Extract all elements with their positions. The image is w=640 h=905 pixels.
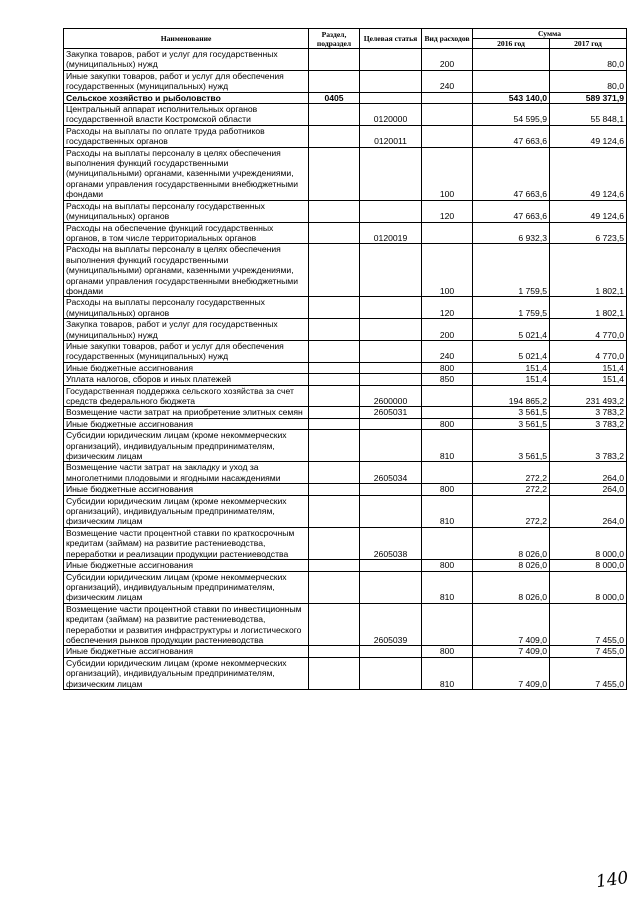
cell-name: Субсидии юридическим лицам (кроме некоммерческих организаций), индивидуальным предпринимателям, физическим лицам: [64, 571, 309, 603]
cell-section: [309, 571, 360, 603]
cell-2017: 8 000,0: [550, 527, 627, 559]
cell-type: 800: [422, 484, 473, 495]
cell-type: [422, 407, 473, 418]
cell-target: [360, 147, 422, 200]
cell-name: Расходы на выплаты персоналу в целях обеспечения выполнения функций государственными (муниципальными) органами, казенными учреждениями, органами управления государственными внебюджетными фондами: [64, 244, 309, 297]
cell-2016: 54 595,9: [473, 104, 550, 126]
table-row: [64, 646, 627, 657]
cell-2017: 231 493,2: [550, 385, 627, 407]
cell-section: [309, 646, 360, 657]
cell-section: 0405: [309, 92, 360, 103]
cell-type: 240: [422, 70, 473, 92]
cell-2017: 3 783,2: [550, 418, 627, 429]
cell-name: Возмещение части затрат на приобретение элитных семян: [64, 407, 309, 418]
cell-target: [360, 484, 422, 495]
cell-target: [360, 418, 422, 429]
cell-name: Возмещение части затрат на закладку и уход за многолетними плодовыми и ягодными насаждениями: [64, 462, 309, 484]
cell-target: [360, 657, 422, 689]
cell-target: [360, 244, 422, 297]
cell-name: Закупка товаров, работ и услуг для государственных (муниципальных) нужд: [64, 319, 309, 341]
table-row: [64, 407, 627, 418]
cell-name: Возмещение части процентной ставки по инвестиционным кредитам (займам) на развитие растениеводства, переработки и развития инфраструктуры и логистического обеспечения рынков продукции растениеводства: [64, 603, 309, 646]
table-row: [64, 297, 627, 319]
cell-2017: 49 124,6: [550, 147, 627, 200]
table-row: [64, 430, 627, 462]
cell-target: [360, 495, 422, 527]
cell-type: [422, 125, 473, 147]
cell-section: [309, 297, 360, 319]
cell-target: [360, 646, 422, 657]
table-row: [64, 374, 627, 385]
cell-2016: 8 026,0: [473, 571, 550, 603]
cell-section: [309, 495, 360, 527]
table-row: [64, 527, 627, 559]
header-section: Раздел, подраздел: [309, 29, 360, 49]
cell-section: [309, 70, 360, 92]
table-row: [64, 603, 627, 646]
cell-2016: 272,2: [473, 462, 550, 484]
cell-2017: 151,4: [550, 362, 627, 373]
cell-target: [360, 560, 422, 571]
cell-target: [360, 362, 422, 373]
cell-name: Расходы на выплаты персоналу государственных (муниципальных) органов: [64, 200, 309, 222]
cell-name: Иные закупки товаров, работ и услуг для обеспечения государственных (муниципальных) нужд: [64, 340, 309, 362]
cell-target: 2600000: [360, 385, 422, 407]
cell-target: 0120000: [360, 104, 422, 126]
cell-target: 2605039: [360, 603, 422, 646]
table-row: [64, 657, 627, 689]
cell-2016: 7 409,0: [473, 657, 550, 689]
table-row: [64, 560, 627, 571]
cell-2016: 47 663,6: [473, 125, 550, 147]
cell-type: [422, 222, 473, 244]
cell-type: 120: [422, 297, 473, 319]
cell-2017: 7 455,0: [550, 603, 627, 646]
cell-2017: 8 000,0: [550, 560, 627, 571]
header-sum: Сумма: [473, 29, 627, 39]
cell-2016: 151,4: [473, 374, 550, 385]
cell-name: Расходы на выплаты персоналу государственных (муниципальных) органов: [64, 297, 309, 319]
cell-target: [360, 374, 422, 385]
cell-type: 810: [422, 495, 473, 527]
cell-section: [309, 340, 360, 362]
cell-2016: 6 932,3: [473, 222, 550, 244]
cell-target: 0120011: [360, 125, 422, 147]
cell-type: [422, 527, 473, 559]
cell-2017: 7 455,0: [550, 657, 627, 689]
cell-2016: 3 561,5: [473, 407, 550, 418]
cell-type: 810: [422, 430, 473, 462]
cell-2016: 543 140,0: [473, 92, 550, 103]
cell-section: [309, 462, 360, 484]
cell-name: Центральный аппарат исполнительных органов государственной власти Костромской области: [64, 104, 309, 126]
cell-2016: 194 865,2: [473, 385, 550, 407]
cell-2017: 3 783,2: [550, 430, 627, 462]
page-number: 140: [594, 867, 630, 893]
cell-2016: 7 409,0: [473, 646, 550, 657]
cell-2016: 3 561,5: [473, 430, 550, 462]
header-name: Наименование: [64, 29, 309, 49]
cell-2016: 8 026,0: [473, 560, 550, 571]
header-type: Вид расходов: [422, 29, 473, 49]
cell-target: [360, 70, 422, 92]
cell-name: Уплата налогов, сборов и иных платежей: [64, 374, 309, 385]
cell-target: [360, 430, 422, 462]
table-row: [64, 147, 627, 200]
cell-2016: 5 021,4: [473, 340, 550, 362]
header-2017: 2017 год: [550, 39, 627, 49]
cell-section: [309, 200, 360, 222]
cell-target: [360, 297, 422, 319]
table-row: [64, 200, 627, 222]
table-row: [64, 385, 627, 407]
cell-target: [360, 92, 422, 103]
cell-2017: 264,0: [550, 462, 627, 484]
cell-section: [309, 603, 360, 646]
cell-type: [422, 104, 473, 126]
cell-name: Иные бюджетные ассигнования: [64, 646, 309, 657]
cell-2017: 589 371,9: [550, 92, 627, 103]
cell-2017: 4 770,0: [550, 319, 627, 341]
cell-type: 800: [422, 560, 473, 571]
cell-2017: 1 802,1: [550, 244, 627, 297]
cell-target: 2605034: [360, 462, 422, 484]
table-body: [64, 49, 627, 690]
cell-section: [309, 374, 360, 385]
cell-section: [309, 319, 360, 341]
cell-name: Субсидии юридическим лицам (кроме некоммерческих организаций), индивидуальным предпринимателям, физическим лицам: [64, 430, 309, 462]
cell-type: 800: [422, 362, 473, 373]
cell-type: 240: [422, 340, 473, 362]
cell-name: Расходы на выплаты персоналу в целях обеспечения выполнения функций государственными (муниципальными) органами, казенными учреждениями, органами управления государственными внебюджетными фондами: [64, 147, 309, 200]
cell-2017: 49 124,6: [550, 200, 627, 222]
cell-type: 800: [422, 646, 473, 657]
cell-type: 120: [422, 200, 473, 222]
cell-type: [422, 92, 473, 103]
cell-2016: 1 759,5: [473, 244, 550, 297]
cell-2016: 1 759,5: [473, 297, 550, 319]
cell-name: Расходы на выплаты по оплате труда работников государственных органов: [64, 125, 309, 147]
cell-target: [360, 200, 422, 222]
cell-2017: 6 723,5: [550, 222, 627, 244]
cell-2016: [473, 70, 550, 92]
table-row: [64, 484, 627, 495]
cell-type: 100: [422, 147, 473, 200]
cell-2017: 7 455,0: [550, 646, 627, 657]
cell-2016: 272,2: [473, 484, 550, 495]
cell-2017: 264,0: [550, 484, 627, 495]
cell-name: Сельское хозяйство и рыболовство: [64, 92, 309, 103]
table-row: [64, 418, 627, 429]
cell-name: Расходы на обеспечение функций государственных органов, в том числе территориальных органов: [64, 222, 309, 244]
cell-2017: 55 848,1: [550, 104, 627, 126]
cell-2016: 47 663,6: [473, 200, 550, 222]
cell-2016: 3 561,5: [473, 418, 550, 429]
cell-2016: [473, 49, 550, 71]
cell-target: [360, 340, 422, 362]
cell-section: [309, 125, 360, 147]
cell-2016: 8 026,0: [473, 527, 550, 559]
cell-2016: 7 409,0: [473, 603, 550, 646]
cell-2016: 151,4: [473, 362, 550, 373]
cell-target: 0120019: [360, 222, 422, 244]
table-row: [64, 104, 627, 126]
cell-2017: 80,0: [550, 70, 627, 92]
cell-section: [309, 362, 360, 373]
table-row: [64, 340, 627, 362]
cell-section: [309, 244, 360, 297]
cell-name: Субсидии юридическим лицам (кроме некоммерческих организаций), индивидуальным предпринимателям, физическим лицам: [64, 495, 309, 527]
budget-table: [63, 28, 627, 690]
cell-name: Иные бюджетные ассигнования: [64, 418, 309, 429]
cell-name: Иные бюджетные ассигнования: [64, 484, 309, 495]
cell-2017: 1 802,1: [550, 297, 627, 319]
table-header: [64, 29, 627, 49]
cell-type: 200: [422, 49, 473, 71]
cell-2016: 272,2: [473, 495, 550, 527]
cell-type: [422, 462, 473, 484]
cell-section: [309, 385, 360, 407]
cell-2016: 47 663,6: [473, 147, 550, 200]
cell-name: Иные бюджетные ассигнования: [64, 560, 309, 571]
table-row: [64, 462, 627, 484]
cell-section: [309, 49, 360, 71]
cell-target: 2605031: [360, 407, 422, 418]
cell-name: Государственная поддержка сельского хозяйства за счет средств федерального бюджета: [64, 385, 309, 407]
cell-section: [309, 560, 360, 571]
cell-target: 2605038: [360, 527, 422, 559]
cell-section: [309, 484, 360, 495]
table-row: [64, 244, 627, 297]
cell-type: 100: [422, 244, 473, 297]
cell-type: 810: [422, 571, 473, 603]
table-row: [64, 495, 627, 527]
cell-target: [360, 319, 422, 341]
cell-2017: 151,4: [550, 374, 627, 385]
cell-2017: 4 770,0: [550, 340, 627, 362]
header-target: Целевая статья: [360, 29, 422, 49]
cell-name: Иные бюджетные ассигнования: [64, 362, 309, 373]
cell-2017: 3 783,2: [550, 407, 627, 418]
table-row: [64, 125, 627, 147]
cell-type: [422, 603, 473, 646]
table-row: [64, 92, 627, 103]
cell-name: Закупка товаров, работ и услуг для государственных (муниципальных) нужд: [64, 49, 309, 71]
table-row: [64, 49, 627, 71]
cell-target: [360, 571, 422, 603]
cell-section: [309, 147, 360, 200]
table-row: [64, 571, 627, 603]
cell-section: [309, 222, 360, 244]
cell-name: Возмещение части процентной ставки по краткосрочным кредитам (займам) на развитие растениеводства, переработки и реализации продукции растениеводства: [64, 527, 309, 559]
cell-2017: 80,0: [550, 49, 627, 71]
cell-2017: 264,0: [550, 495, 627, 527]
cell-section: [309, 418, 360, 429]
cell-2017: 8 000,0: [550, 571, 627, 603]
cell-2016: 5 021,4: [473, 319, 550, 341]
cell-section: [309, 407, 360, 418]
cell-name: Субсидии юридическим лицам (кроме некоммерческих организаций), индивидуальным предпринимателям, физическим лицам: [64, 657, 309, 689]
cell-type: 850: [422, 374, 473, 385]
cell-name: Иные закупки товаров, работ и услуг для обеспечения государственных (муниципальных) нужд: [64, 70, 309, 92]
cell-type: 800: [422, 418, 473, 429]
cell-type: 810: [422, 657, 473, 689]
cell-type: 200: [422, 319, 473, 341]
cell-section: [309, 527, 360, 559]
cell-section: [309, 104, 360, 126]
table-row: [64, 70, 627, 92]
header-2016: 2016 год: [473, 39, 550, 49]
table-row: [64, 319, 627, 341]
cell-2017: 49 124,6: [550, 125, 627, 147]
table-row: [64, 362, 627, 373]
cell-section: [309, 657, 360, 689]
table-row: [64, 222, 627, 244]
cell-section: [309, 430, 360, 462]
cell-target: [360, 49, 422, 71]
cell-type: [422, 385, 473, 407]
